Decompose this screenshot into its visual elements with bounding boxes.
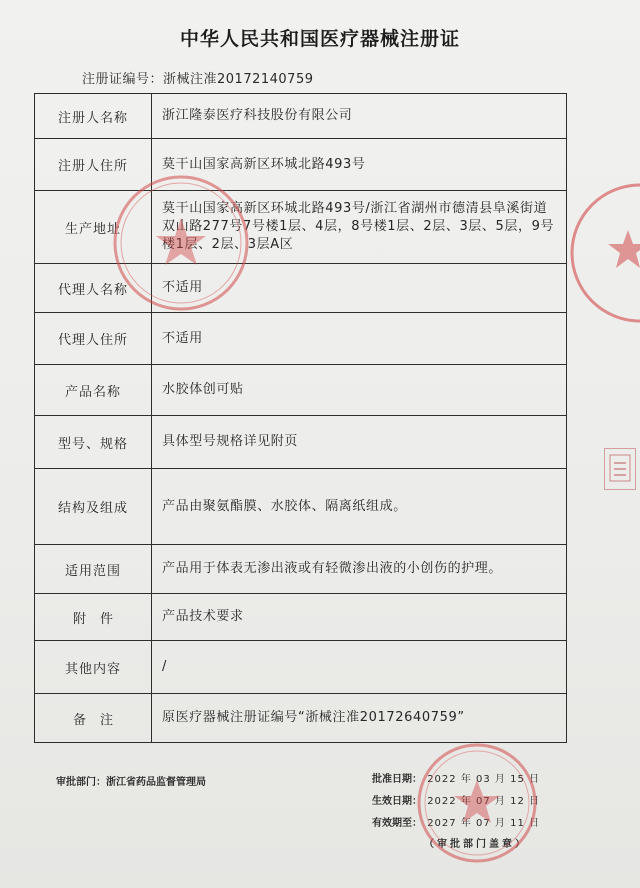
row-label: 注册人住所 (35, 139, 152, 191)
row-value: 不适用 (152, 313, 567, 365)
edge-stamp-icon (606, 449, 634, 487)
table-row (35, 313, 567, 365)
table-row (35, 594, 567, 641)
row-label: 备注 (35, 694, 152, 743)
row-label: 代理人名称 (35, 264, 152, 313)
date-block (372, 770, 540, 836)
table-row (35, 694, 567, 743)
page-edge-mark (604, 448, 636, 490)
effective-date (372, 792, 540, 814)
row-label: 注册人名称 (35, 94, 152, 139)
registration-number: 注册证编号：浙械注准20172140759 (82, 72, 314, 87)
row-label: 适用范围 (35, 545, 152, 594)
approval-department: 审批部门：浙江省药品监督管理局 (56, 777, 206, 788)
row-value: 水胶体创可贴 (152, 365, 567, 416)
row-value: 产品由聚氨酯膜、水胶体、隔离纸组成。 (152, 469, 567, 545)
date-label: 有效期至： (372, 818, 422, 829)
approval-date (372, 770, 540, 792)
expiry-date (372, 814, 540, 836)
table-row (35, 365, 567, 416)
row-value: 具体型号规格详见附页 (152, 416, 567, 469)
date-value: 2022 年 03 月 15 日 (427, 774, 540, 785)
row-label: 代理人住所 (35, 313, 152, 365)
row-label: 型号、规格 (35, 416, 152, 469)
row-value: 莫干山国家高新区环城北路493号/浙江省湖州市德清县阜溪街道双山路277号7号楼1层、4层，8号楼1层、2层、3层、5层，9号楼1层、2层、3层A区 (152, 191, 567, 264)
date-label: 批准日期： (372, 774, 422, 785)
table-row (35, 94, 567, 139)
row-value: 产品用于体表无渗出液或有轻微渗出液的小创伤的护理。 (152, 545, 567, 594)
row-value: 原医疗器械注册证编号“浙械注准20172640759” (152, 694, 567, 743)
row-label: 生产地址 (35, 191, 152, 264)
row-value: 莫干山国家高新区环城北路493号 (152, 139, 567, 191)
row-label: 其他内容 (35, 641, 152, 694)
row-label: 附件 (35, 594, 152, 641)
table-row (35, 139, 567, 191)
date-value: 2022 年 07 月 12 日 (427, 796, 540, 807)
table-row (35, 191, 567, 264)
row-label: 结构及组成 (35, 469, 152, 545)
table-row (35, 641, 567, 694)
seal-label: （审批部门盖章） (424, 839, 528, 850)
table-row (35, 545, 567, 594)
table-row (35, 264, 567, 313)
registration-table (34, 93, 567, 743)
table-row (35, 416, 567, 469)
row-label: 产品名称 (35, 365, 152, 416)
authority-seal-partial-icon (560, 178, 640, 328)
date-value: 2027 年 07 月 11 日 (427, 818, 540, 829)
row-value: 产品技术要求 (152, 594, 567, 641)
row-value: 浙江隆泰医疗科技股份有限公司 (152, 94, 567, 139)
certificate-title: 中华人民共和国医疗器械注册证 (179, 28, 460, 50)
row-value: 不适用 (152, 264, 567, 313)
table-row (35, 469, 567, 545)
date-label: 生效日期： (372, 796, 422, 807)
row-value: / (152, 641, 567, 694)
